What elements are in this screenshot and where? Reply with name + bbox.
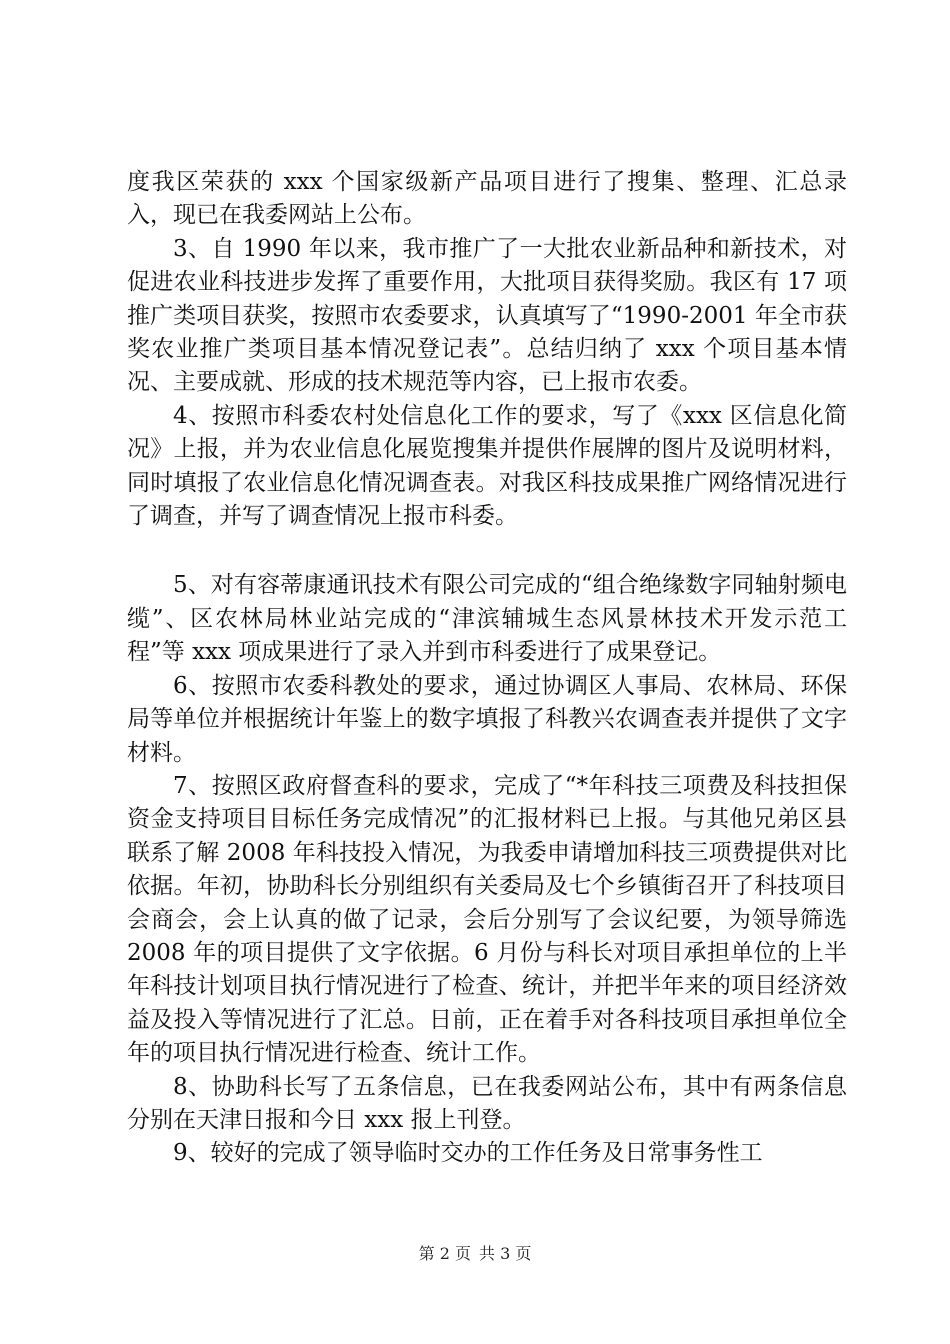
paragraph-item-9: 9、较好的完成了领导临时交办的工作任务及日常事务性工 <box>173 1140 763 1167</box>
paragraph-item-6: 6、按照市农委科教处的要求，通过协调区人事局、农林局、环保局等单位并根据统计年鉴上的数字填报了科教兴农调查表并提供了文字材料。 <box>127 672 847 766</box>
paragraph-item-7: 7、按照区政府督查科的要求，完成了“*年科技三项费及科技担保资金支持项目目标任务完成情况”的汇报材料已上报。与其他兄弟区县联系了解 2008 年科技投入情况，为我委申请增加科技三项费提供对比依据。年初，协助科长分别组织有关委局及七个乡镇街召开了科技项目会商会，会上认真的做了记录，会后分别写了会议纪要，为领导筛选 2008 年的项目提供了文字依据。6 月份与科长对项目承担单位的上半年科技计划项目执行情况进行了检查、统计，并把半年来的项目经济效益及投入等情况进行了汇总。日前，正在着手对各科技项目承担单位全年的项目执行情况进行检查、统计工作。 <box>127 772 847 1067</box>
page-footer <box>0 1244 950 1264</box>
paragraph-item-3: 3、自 1990 年以来，我市推广了一大批农业新品种和新技术，对促进农业科技进步发挥了重要作用，大批项目获得奖励。我区有 17 项推广类项目获奖，按照市农委要求，认真填写了“1990-2001 年全市获奖农业推广类项目基本情况登记表”。总结归纳了 xxx 个项目基本情况、主要成就、形成的技术规范等内容，已上报市农委。 <box>127 235 847 396</box>
page-number: 第 2 页 <box>418 1244 471 1263</box>
page-total: 共 3 页 <box>479 1244 532 1263</box>
paragraph-item-4: 4、按照市科委农村处信息化工作的要求，写了《xxx 区信息化简况》上报，并为农业信息化展览搜集并提供作展牌的图片及说明材料，同时填报了农业信息化情况调查表。对我区科技成果推广网络情况进行了调查，并写了调查情况上报市科委。 <box>127 402 847 530</box>
paragraph-item-8: 8、协助科长写了五条信息，已在我委网站公布，其中有两条信息分别在天津日报和今日 xxx 报上刊登。 <box>127 1073 847 1133</box>
paragraph-continued: 度我区荣获的 xxx 个国家级新产品项目进行了搜集、整理、汇总录入，现已在我委网站上公布。 <box>127 169 847 229</box>
document-body <box>127 166 847 1171</box>
paragraph-item-5: 5、对有容蒂康通讯技术有限公司完成的“组合绝缘数字同轴射频电缆”、区农林局林业站完成的“津滨辅城生态风景林技术开发示范工程”等 xxx 项成果进行了录入并到市科委进行了成果登记。 <box>127 572 847 666</box>
